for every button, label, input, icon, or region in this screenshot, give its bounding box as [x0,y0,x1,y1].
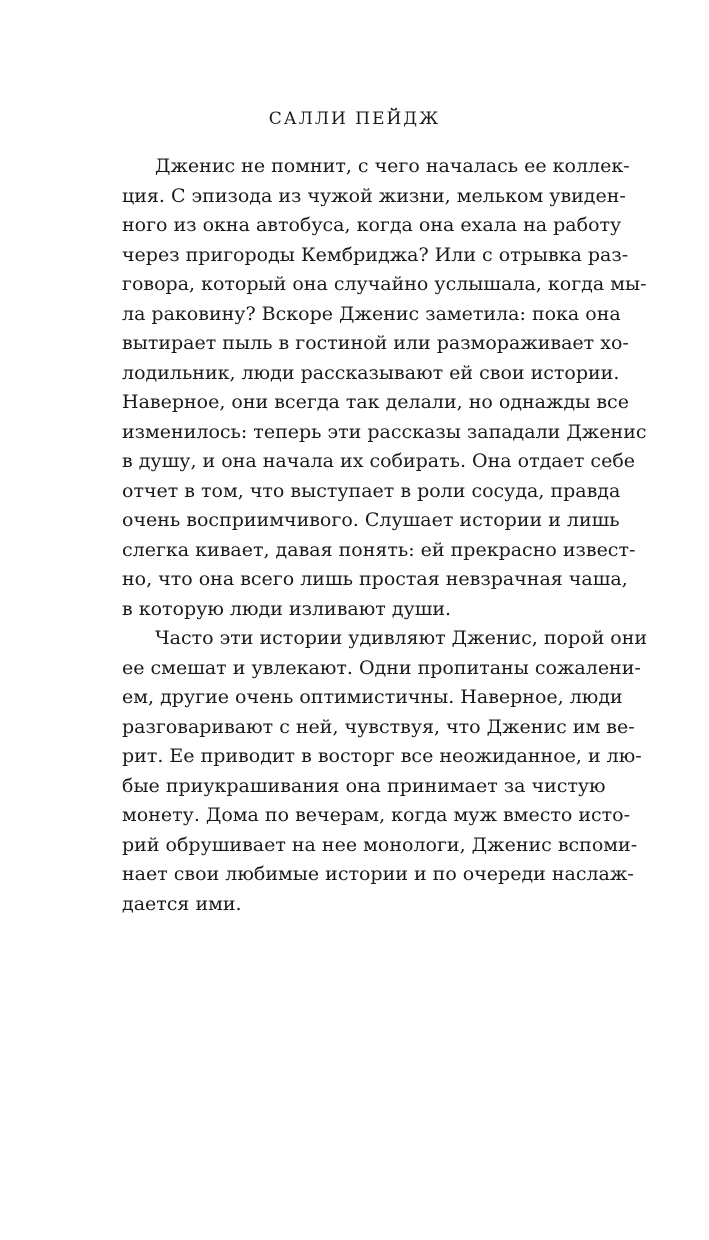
text-line: слегка кивает, давая понять: ей прекрасно извест- [122,538,636,561]
text-line: через пригороды Кембриджа? Или с отрывка раз- [122,243,629,266]
text-line: вытирает пыль в гостиной или размораживает хо- [122,332,629,354]
text-line: лодильник, люди рассказывают ей свои истории. [122,361,620,384]
text-line: рий обрушивает на нее монологи, Дженис вспоми- [122,833,638,856]
text-line: бые приукрашивания она принимает за чистую [122,774,606,797]
text-line: отчет в том, что выступает в роли сосуда, правда [122,479,621,502]
text-line: Дженис не помнит, с чего началась ее коллек- [155,155,630,177]
text-line: ного из окна автобуса, когда она ехала на работу [122,214,622,236]
text-line: очень восприимчивого. Слушает истории и лишь [122,509,620,531]
text-line: ее смешат и увлекают. Одни пропитаны сожалени- [122,656,641,679]
body-text [122,152,648,919]
paragraph-2 [122,624,648,919]
text-line: Часто эти истории удивляют Дженис, порой они [155,627,648,649]
text-line: дается ими. [122,892,242,915]
text-line: Наверное, они всегда так делали, но однажды все [122,391,629,413]
text-line: но, что она всего лишь простая невзрачная чаша, [122,568,628,590]
text-line: разговаривают с ней, чувствуя, что Дженис им ве- [122,715,635,738]
running-header: САЛЛИ ПЕЙДЖ [268,109,441,129]
text-line: в душу, и она начала их собирать. Она отдает себе [122,450,635,472]
text-line: говора, который она случайно услышала, когда мы- [122,273,647,295]
text-line: нает свои любимые истории и по очереди наслаж- [122,863,634,885]
text-line: рит. Ее приводит в восторг все неожиданное, и лю- [122,745,642,767]
text-line: ла раковину? Вскоре Дженис заметила: пока она [122,302,621,325]
text-line: ция. С эпизода из чужой жизни, мельком увиден- [122,184,626,207]
text-line: монету. Дома по вечерам, когда муж вместо исто- [122,804,630,826]
paragraph-1 [122,152,647,624]
text-line: ем, другие очень оптимистичны. Наверное, люди [122,686,623,708]
text-line: в которую люди изливают души. [122,597,452,620]
text-line: изменилось: теперь эти рассказы западали Дженис [122,420,647,443]
